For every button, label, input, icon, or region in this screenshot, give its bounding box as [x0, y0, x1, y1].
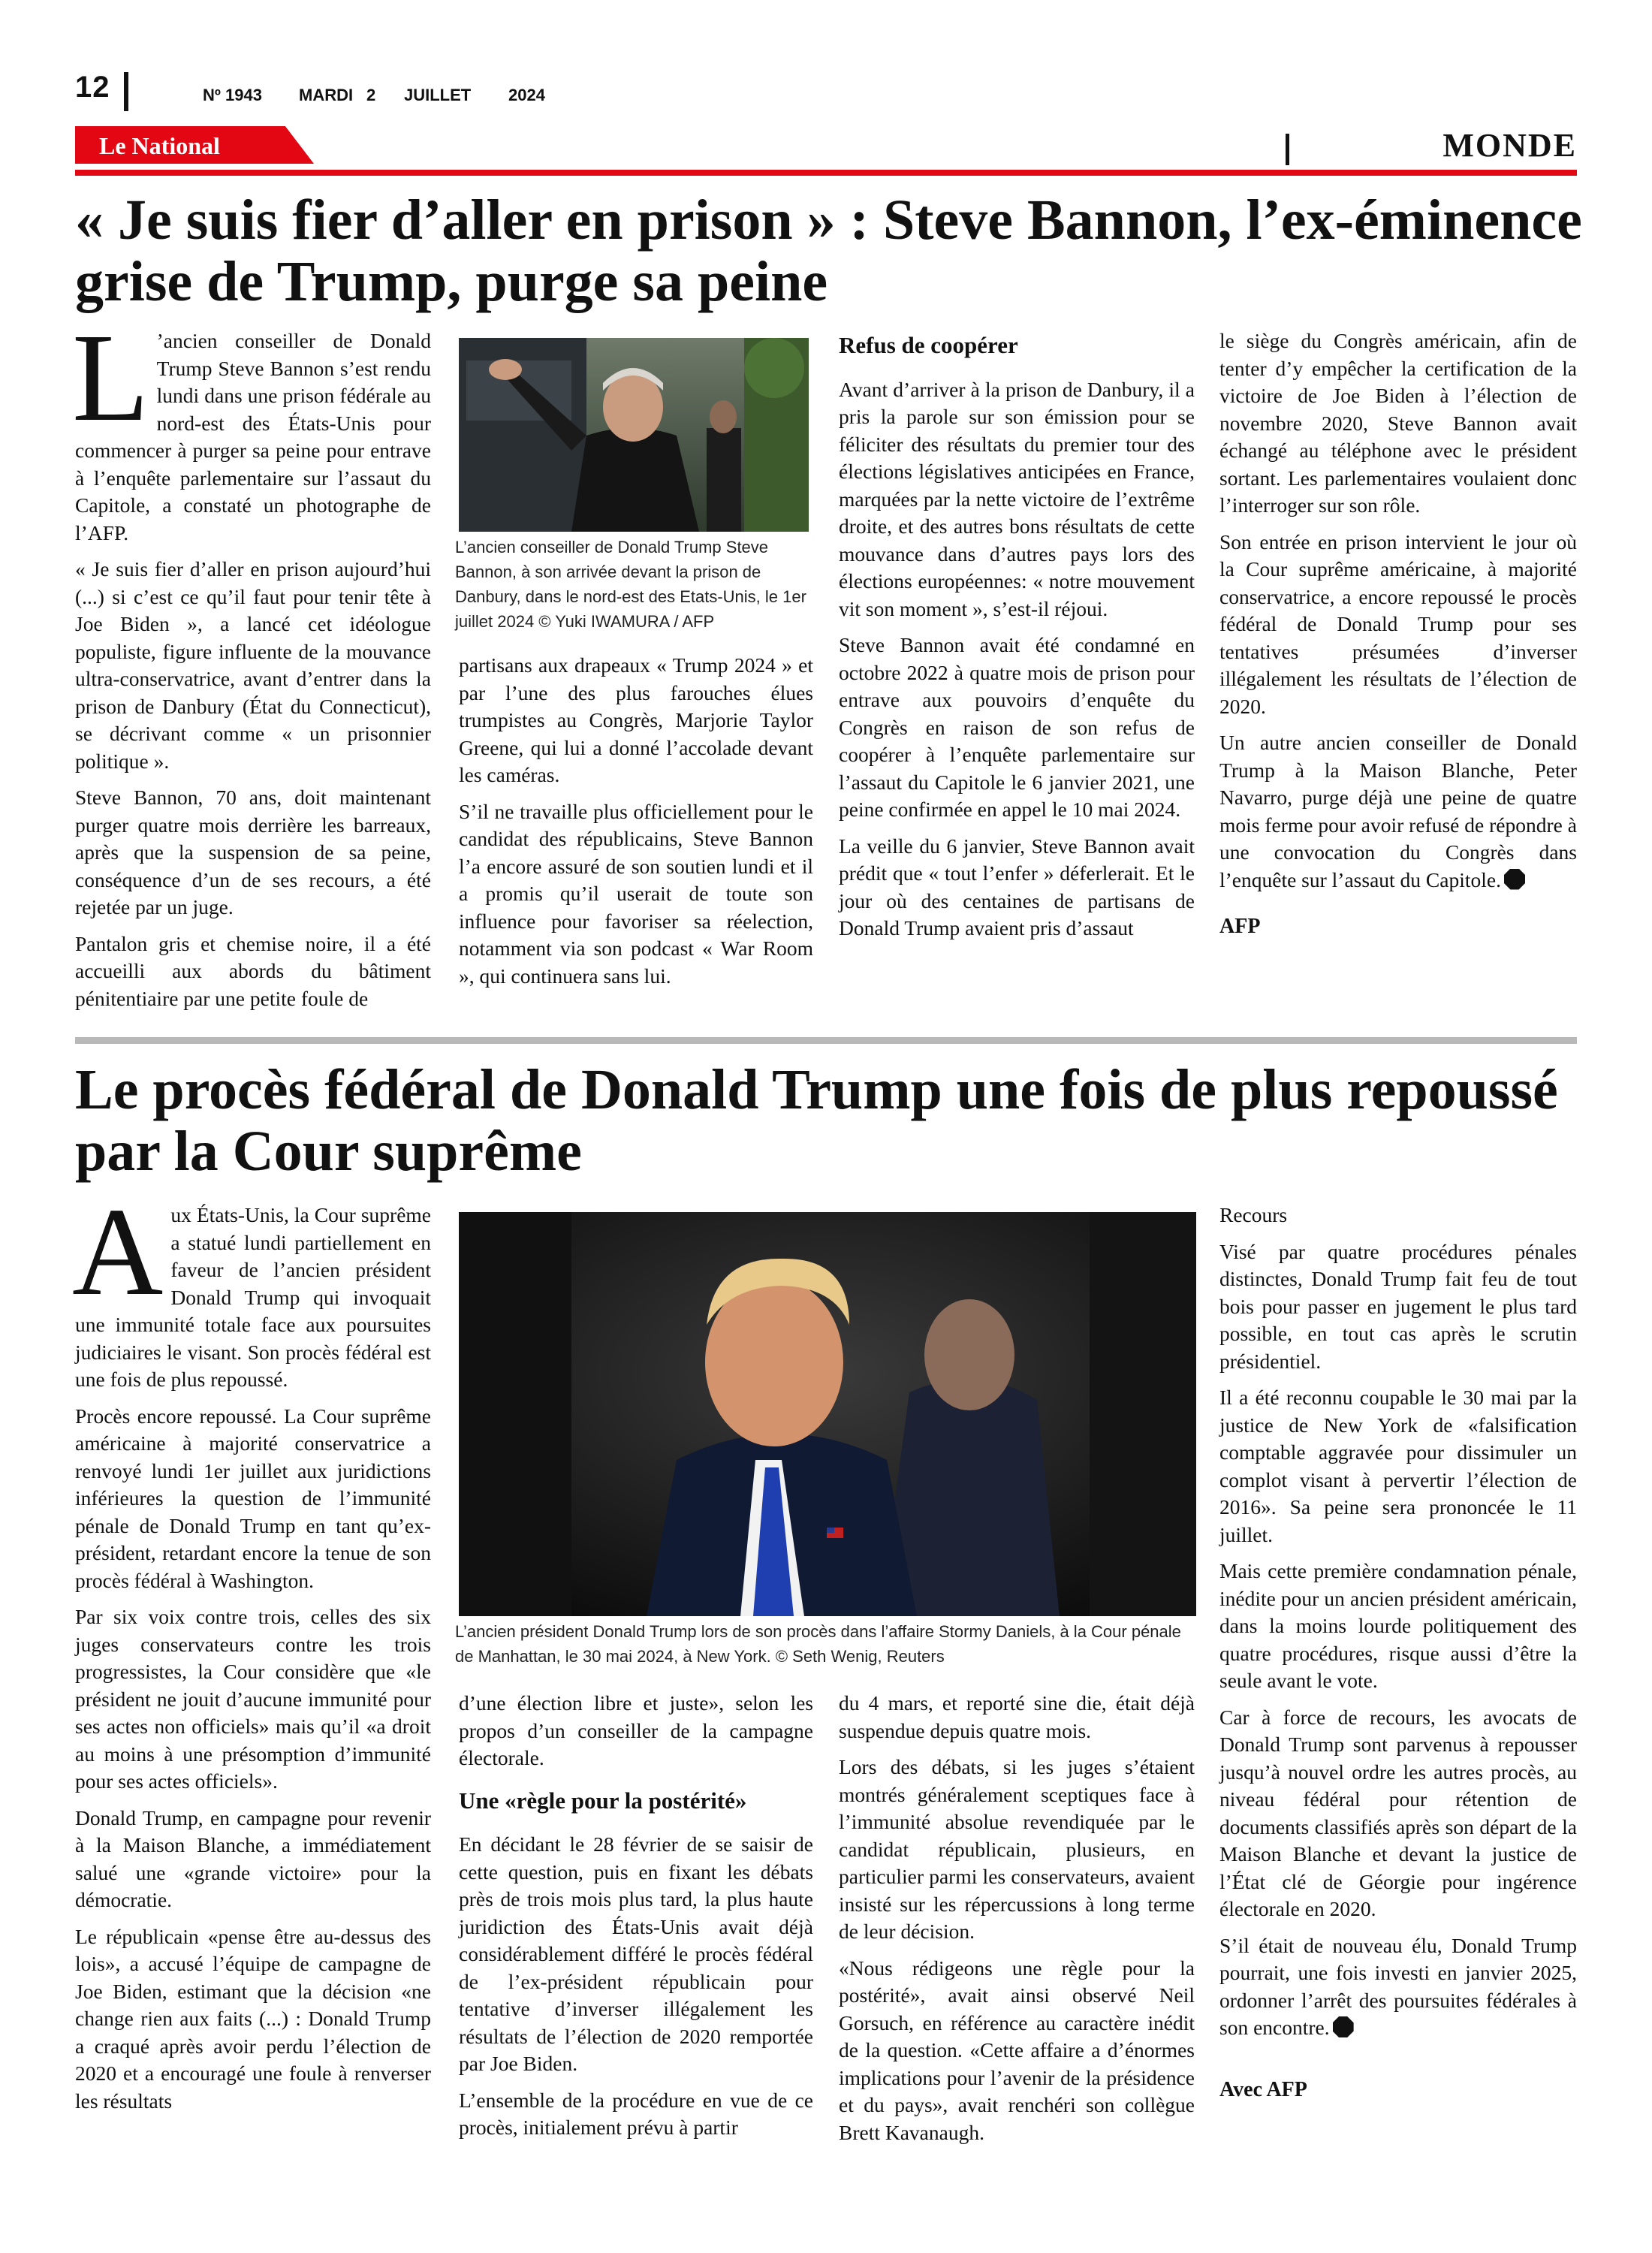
paragraph: du 4 mars, et reporté sine die, était déjà suspendue depuis quatre mois.	[839, 1691, 1195, 1742]
article1-column-4	[1219, 327, 1577, 950]
article1-column-2	[459, 652, 813, 999]
issue-year: 2024	[508, 86, 545, 104]
article2-headline: Le procès fédéral de Donald Trump une fois de plus repoussé par la Cour suprême	[75, 1058, 1558, 1184]
article2-dropcap: A	[72, 1182, 164, 1322]
article1-column-3	[839, 327, 1195, 952]
article2-column-1	[72, 1182, 431, 2124]
paragraph: ’ancien conseiller de Donald Trump Steve Bannon s’est rendu lundi dans une prison fédérale au nord-est des États-Unis pour commencer à purger sa peine pour entrave à l’enquête parlementaire sur l’assaut du Capitole, a constaté un photographe de l’AFP.	[75, 329, 431, 544]
paragraph: Visé par quatre procédures pénales distinctes, Donald Trump fait feu de tout bois pour passer en jugement le plus tard possible, en tout cas après le scrutin présidentiel.	[1219, 1239, 1577, 1373]
header-divider	[124, 72, 128, 111]
paragraph: Mais cette première condamnation pénale, inédite pour un ancien président américain, dans la moins lourde politiquement des quatre procédures, risque aussi d’être la seule avant le vote.	[1219, 1559, 1577, 1692]
section-divider	[1286, 134, 1289, 165]
paragraph: Pantalon gris et chemise noire, il a été accueilli aux abords du bâtiment pénitentiaire par une petite foule de	[75, 931, 431, 1010]
article2-signature: Avec AFP	[1219, 2077, 1307, 2101]
paragraph: ux États-Unis, la Cour suprême a statué lundi partiellement en faveur de l’ancien président Donald Trump qui invoquait une immunité totale face aux poursuites judiciaires le visant. Son procès fédéral est une fois de plus repoussé.	[75, 1203, 431, 1391]
end-mark-icon	[1504, 869, 1525, 890]
paragraph: En décidant le 28 février de se saisir de cette question, puis en fixant les débats près de trois mois plus tard, la plus haute juridiction des États-Unis avait déjà considérablement différé le procès fédéral de l’ex-président républicain pour tentative d’inverser illégalement les résultats de l’élection de 2020 remportée par Joe Biden.	[459, 1832, 813, 2075]
header-rule	[75, 170, 1577, 176]
issue-number: Nº 1943	[203, 86, 262, 104]
issue-day: MARDI	[299, 86, 354, 104]
paragraph: Par six voix contre trois, celles des six juges conservateurs contre les trois progressistes, la Cour considère que «le président ne jouit d’aucune immunité pour ses actes non officiels» mais qu’il «a droit au moins à une présomption d’immunité pour ses actes officiels».	[75, 1605, 431, 1793]
article1-signature: AFP	[1219, 915, 1261, 938]
paragraph: «Nous rédigeons une règle pour la postérité», avait ainsi observé Neil Gorsuch, en référence au caractère inédit de la question. «Cette affaire a d’énormes implications pour l’avenir de la présidence et du pays», avait renchéri son collègue Brett Kavanaugh.	[839, 1956, 1195, 2144]
article1-headline: « Je suis fier d’aller en prison » : Steve Bannon, l’ex-éminence grise de Trump, purge sa peine	[75, 189, 1582, 314]
bannon-photo	[459, 338, 809, 532]
paragraph: Un autre ancien conseiller de Donald Trump à la Maison Blanche, Peter Navarro, purge déjà une peine de quatre mois ferme pour avoir refusé de répondre à une convocation du Congrès dans l’enquête sur l’assaut du Capitole.	[1219, 731, 1577, 891]
article1-column-1	[72, 308, 431, 1021]
paragraph: Le républicain «pense être au-dessus des lois», a accusé l’équipe de campagne de Joe Biden, estimant que la décision «ne change rien aux faits (...) : Donald Trump a craqué après avoir perdu l’élection de 2020 et a encouragé une foule à renverser les résultats	[75, 1924, 431, 2113]
paragraph: Steve Bannon avait été condamné en octobre 2022 à quatre mois de prison pour entrave aux pouvoirs d’enquête du Congrès en raison de son refus de coopérer à l’enquête parlementaire sur l’assaut du Capitole le 6 janvier 2021, une peine confirmée en appel le 10 mai 2024.	[839, 633, 1195, 821]
article-separator	[75, 1037, 1577, 1044]
bannon-photo-caption: L’ancien conseiller de Donald Trump Steve Bannon, à son arrivée devant la prison de Danbury, dans le nord-est des Etats-Unis, le 1er juillet 2024 © Yuki IWAMURA / AFP	[455, 538, 806, 631]
paragraph: S’il ne travaille plus officiellement pour le candidat des républicains, Steve Bannon l’a encore assuré de son soutien lundi et il a promis qu’il userait de toute son influence pour favoriser sa réelection, notamment via son podcast « War Room », qui continuera sans lui.	[459, 799, 813, 988]
paragraph: le siège du Congrès américain, afin de tenter d’y empêcher la certification de la victoire de Joe Biden à l’élection de novembre 2020, Steve Bannon avait échangé au téléphone avec le président sortant. Les parlementaires voulaient donc l’interroger sur son rôle.	[1219, 329, 1577, 517]
bannon-photo-image	[459, 338, 809, 532]
trump-photo	[459, 1212, 1196, 1616]
article2-column-3	[839, 1690, 1195, 2155]
article2-subheading: Une «règle pour la postérité»	[459, 1787, 747, 1814]
article1-subheading: Refus de coopérer	[839, 332, 1018, 358]
section-label: MONDE	[1442, 127, 1577, 164]
paragraph: partisans aux drapeaux « Trump 2024 » et par l’une des plus farouches élues trumpistes au Congrès, Marjorie Taylor Greene, qui lui a donné l’accolade devant les caméras.	[459, 653, 813, 786]
issue-month: JUILLET	[404, 86, 472, 104]
trump-photo-caption: L’ancien président Donald Trump lors de son procès dans l’affaire Stormy Daniels, à la Cour pénale de Manhattan, le 30 mai 2024, à New York. © Seth Wenig, Reuters	[455, 1622, 1181, 1666]
article2-subheading-recours: Recours	[1219, 1203, 1288, 1226]
end-mark-icon	[1333, 2016, 1354, 2037]
paragraph: Car à force de recours, les avocats de Donald Trump sont parvenus à repousser jusqu’à nouvel ordre les autres procès, au niveau fédéral pour rétention de documents classifiés après son départ de la Maison Blanche et devant la justice de l’État clé de Géorgie pour ingérence électorale en 2020.	[1219, 1705, 1577, 1920]
trump-photo-image	[459, 1212, 1196, 1616]
page-number: 12	[75, 71, 110, 104]
article2-column-4	[1219, 1202, 1577, 2113]
paragraph: d’une élection libre et juste», selon les propos d’un conseiller de la campagne électorale.	[459, 1691, 813, 1769]
paragraph: S’il était de nouveau élu, Donald Trump pourrait, une fois investi en janvier 2025, ordonner l’arrêt des poursuites fédérales à son encontre.	[1219, 1933, 1577, 2039]
paragraph: Lors des débats, si les juges s’étaient montrés généralement sceptiques face à l’immunité absolue revendiquée par le candidat républicain, plusieurs, en particulier parmi les conservateurs, avaient insisté sur les répercussions à long terme de leur décision.	[839, 1755, 1195, 1943]
article2-column-2	[459, 1690, 813, 2151]
paragraph: « Je suis fier d’aller en prison aujourd’hui (...) si c’est ce qu’il faut pour tenir tête à Joe Biden », a lancé cet idéologue populiste, figure influente de la mouvance ultra-conservatrice, avant d’entrer dans la prison de Danbury (État du Connecticut), se décrivant comme « un prisonnier politique ».	[75, 557, 431, 773]
paragraph: Avant d’arriver à la prison de Danbury, il a pris la parole sur son émission pour se féliciter des résultats du premier tour des élections législatives anticipées en France, marquées par la nette victoire de l’extrême droite, et des autres bons résultats de cette mouvance dans d’autres pays lors des élections européennes: « notre mouvement vit son moment », s’est-il réjoui.	[839, 377, 1195, 620]
issue-date-day: 2	[366, 86, 376, 104]
paragraph: Son entrée en prison intervient le jour où la Cour suprême américaine, à majorité conservatrice, a encore repoussé le procès fédéral de Donald Trump pour ses tentatives présumées d’inverser illégalement les résultats de l’élection de 2020.	[1219, 529, 1577, 718]
article1-dropcap: L	[72, 308, 149, 448]
paragraph: La veille du 6 janvier, Steve Bannon avait prédit que « tout l’enfer » déferlerait. Et le jour où des centaines de partisans de Donald Trump avaient pris d’assaut	[839, 834, 1195, 940]
paragraph: L’ensemble de la procédure en vue de ce procès, initialement prévu à partir	[459, 2088, 813, 2139]
paragraph: Steve Bannon, 70 ans, doit maintenant purger quatre mois derrière les barreaux, après que la suspension de sa peine, conséquence d’un de ses recours, a été rejetée par un juge.	[75, 786, 431, 918]
paragraph: Il a été reconnu coupable le 30 mai par la justice de New York de «falsification comptable aggravée pour dissimuler un complot visant à pervertir l’élection de 2016». Sa peine sera prononcée le 11 juillet.	[1219, 1386, 1577, 1546]
brand-logo: Le National	[99, 132, 220, 159]
paragraph: Procès encore repoussé. La Cour suprême américaine à majorité conservatrice a renvoyé lundi 1er juillet aux juridictions inférieures la question de l’immunité pénale de Donald Trump en tant qu’ex-président, retardant encore la tenue de son procès fédéral à Washington.	[75, 1404, 431, 1592]
paragraph: Donald Trump, en campagne pour revenir à la Maison Blanche, a immédiatement salué une «grande victoire» pour la démocratie.	[75, 1805, 431, 1911]
